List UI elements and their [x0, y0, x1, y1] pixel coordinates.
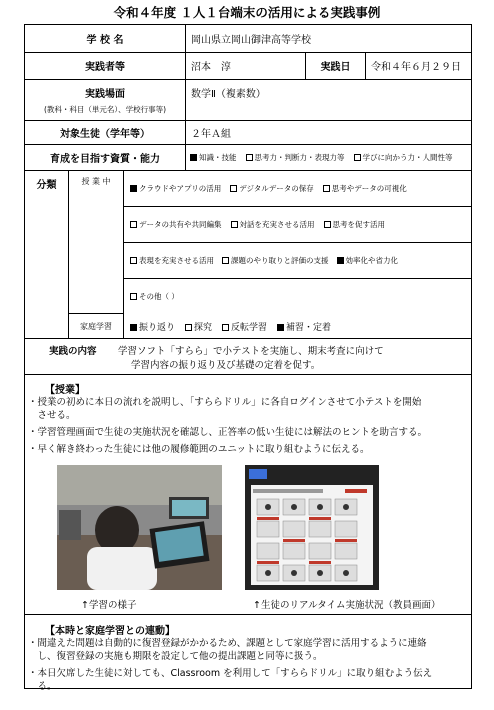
- content-line-1: 学習ソフト「すらら」で小テストを実施し、期末考査に向けて: [118, 346, 384, 357]
- class-label: 授 業 中: [68, 170, 123, 314]
- lesson-bullet-1: ・授業の初めに本日の流れを説明し、「すららドリル」に各自ログインさせて小テストを開始: [28, 397, 422, 408]
- lesson-bullet-1-cont: させる。: [28, 410, 76, 421]
- home-heading: 【本時と家庭学習との連動】: [45, 626, 175, 637]
- option-digital-save[interactable]: デジタルデータの保存: [230, 183, 314, 194]
- teacher-screen-photo: [245, 465, 379, 590]
- practitioner-value: 沼本 淳: [185, 52, 305, 79]
- ability-option-attitude[interactable]: 学びに向かう力・人間性等: [354, 152, 453, 163]
- ability-option-knowledge[interactable]: 知識・技能: [190, 152, 237, 163]
- scene-value: 数学Ⅱ（複素数）: [185, 79, 471, 120]
- option-expression[interactable]: 表現を充実させる活用: [130, 255, 214, 266]
- class-options-row-1: [124, 170, 471, 207]
- checkbox-icon: [130, 221, 137, 228]
- checkbox-icon: [324, 221, 331, 228]
- checkbox-icon: [222, 324, 229, 331]
- checkbox-icon: [190, 154, 197, 161]
- lesson-section: [25, 374, 471, 615]
- checkbox-icon: [323, 185, 330, 192]
- checkbox-icon: [230, 185, 237, 192]
- checkbox-icon: [354, 154, 361, 161]
- content-row: [25, 338, 471, 375]
- home-bullet-2-cont: る。: [28, 681, 57, 692]
- target-value: ２年Ａ組: [185, 120, 471, 144]
- option-other[interactable]: その他（ ）: [130, 291, 179, 302]
- home-options: [123, 314, 471, 338]
- lesson-bullet-2: ・学習管理画面で生徒の実施状況を確認し、正答率の低い生徒には解法のヒントを助言する。: [28, 427, 428, 438]
- page-title: 令和４年度 １人１台端末の活用による実践事例: [113, 5, 381, 20]
- home-option-flipped[interactable]: 反転学習: [222, 320, 267, 333]
- home-study-section: [25, 614, 471, 692]
- checkbox-icon: [130, 324, 137, 331]
- option-assignment[interactable]: 課題のやり取りと評価の支援: [222, 255, 329, 266]
- school-value: 岡山県立岡山御津高等学校: [185, 25, 471, 52]
- ability-options: [185, 144, 471, 170]
- home-bullet-1-cont: し、復習登録の実施も期限を設定して他の提出課題と同等に扱う。: [28, 651, 323, 662]
- option-thinking[interactable]: 思考を促す活用: [324, 219, 386, 230]
- target-row: [25, 120, 471, 145]
- content-label: 実践の内容: [49, 346, 97, 357]
- home-option-remedial[interactable]: 補習・定着: [277, 320, 331, 333]
- report-table: [24, 24, 472, 692]
- scene-sub: (教科・科目（単元名）、学校行事等): [43, 105, 167, 114]
- class-options-row-4: [124, 278, 471, 314]
- class-options-row-3: [124, 242, 471, 279]
- checkbox-icon: [337, 257, 344, 264]
- scene-label-cell: [25, 79, 185, 120]
- checkbox-icon: [231, 221, 238, 228]
- date-label: 実践日: [305, 52, 365, 79]
- home-bullet-1: ・間違えた問題は自動的に復習登録がかかるため、課題として家庭学習に活用するように連絡: [28, 638, 427, 649]
- option-share[interactable]: データの共有や共同編集: [130, 219, 222, 230]
- class-options-row-2: [124, 206, 471, 243]
- checkbox-icon: [130, 185, 137, 192]
- content-line-2: 学習内容の振り返り及び基礎の定着を促す。: [131, 360, 321, 371]
- option-cloud[interactable]: クラウドやアプリの活用: [130, 183, 221, 194]
- home-bullet-2: ・本日欠席した生徒に対しても、Classroom を利用して「すららドリル」に取り組むよう伝え: [28, 668, 433, 679]
- school-label: 学 校 名: [86, 35, 124, 46]
- checkbox-icon: [277, 324, 284, 331]
- caption-left: ↑学習の様子: [81, 600, 137, 611]
- school-row: [25, 25, 471, 53]
- home-option-review[interactable]: 振り返り: [130, 320, 175, 333]
- ability-row: [25, 144, 471, 171]
- checkbox-icon: [130, 257, 137, 264]
- checkbox-icon: [222, 257, 229, 264]
- home-label: 家庭学習: [68, 314, 123, 338]
- classroom-photo-image: [57, 465, 222, 590]
- scene-row: [25, 79, 471, 121]
- practitioner-row: [25, 52, 471, 80]
- option-dialogue[interactable]: 対話を充実させる活用: [231, 219, 315, 230]
- option-visualize[interactable]: 思考やデータの可視化: [323, 183, 407, 194]
- home-option-inquiry[interactable]: 探究: [185, 320, 212, 333]
- ability-label: 育成を目指す資質・能力: [50, 153, 160, 165]
- option-efficiency[interactable]: 効率化や省力化: [337, 255, 399, 266]
- target-label: 対象生徒（学年等）: [60, 128, 150, 140]
- date-value: 令和４年６月２９日: [365, 52, 471, 79]
- lesson-heading: 【授業】: [45, 385, 85, 396]
- caption-right: ↑生徒のリアルタイム実施状況（教員画面）: [253, 600, 441, 611]
- lesson-bullet-3: ・早く解き終わった生徒には他の履修範囲のユニットに取り組むように伝える。: [28, 444, 370, 455]
- practitioner-label: 実践者等: [85, 62, 125, 73]
- category-label: 分類: [36, 180, 57, 191]
- teacher-screen-image: [245, 465, 379, 590]
- classroom-photo: [57, 465, 222, 590]
- ability-option-thinking[interactable]: 思考力・判断力・表現力等: [246, 152, 345, 163]
- checkbox-icon: [185, 324, 192, 331]
- category-row: [25, 170, 471, 339]
- checkbox-icon: [246, 154, 253, 161]
- class-options: [123, 170, 471, 314]
- scene-label: 実践場面: [85, 89, 125, 100]
- checkbox-icon: [130, 293, 137, 300]
